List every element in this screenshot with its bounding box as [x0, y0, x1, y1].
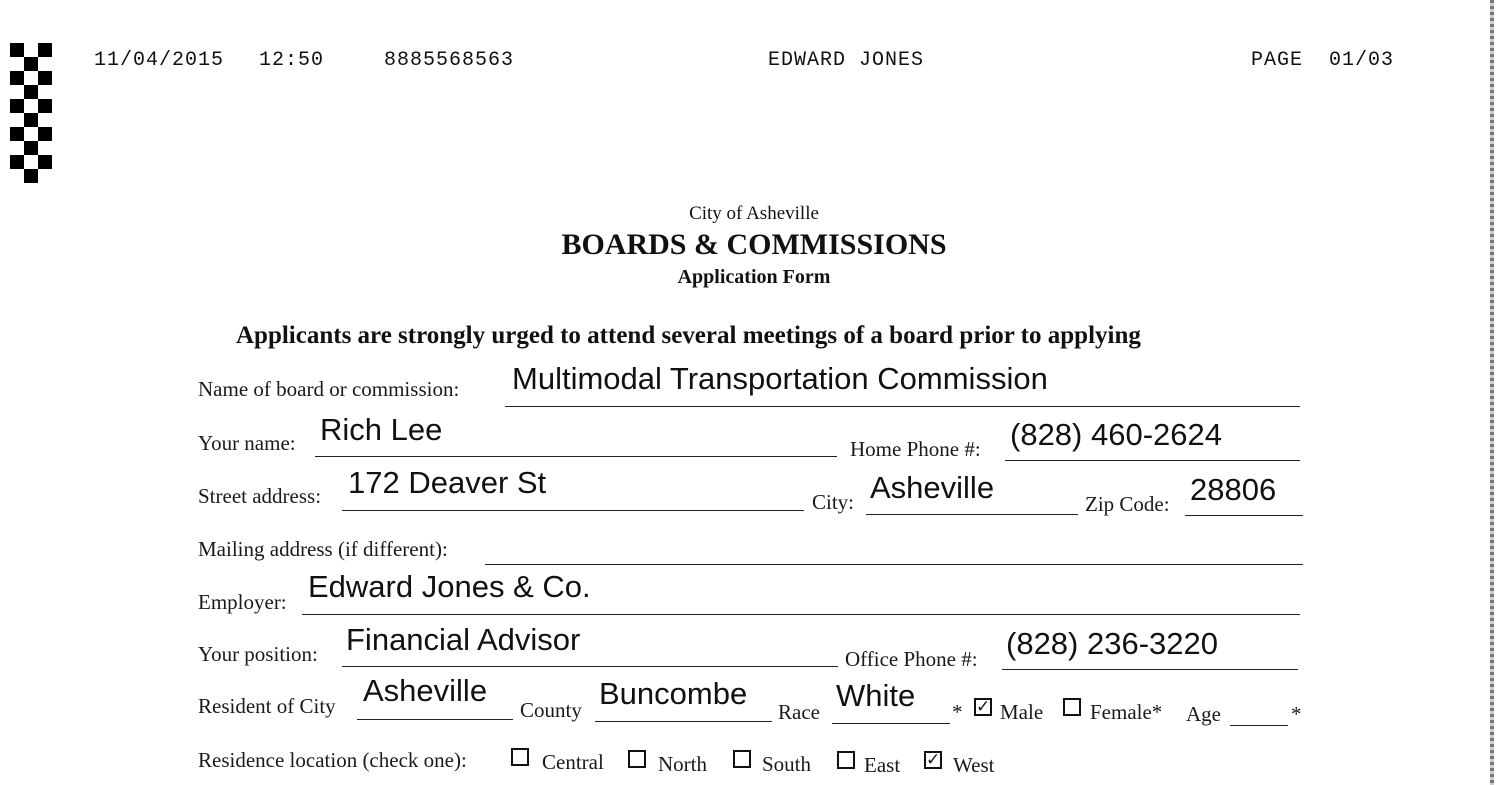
- male-checkbox[interactable]: [974, 698, 992, 716]
- page-edge: [1490, 0, 1494, 785]
- race-asterisk: *: [952, 700, 963, 724]
- fax-time: 12:50: [259, 49, 325, 72]
- city-line: [866, 514, 1078, 515]
- county-line: [595, 721, 772, 722]
- location-north-checkbox[interactable]: [628, 750, 646, 768]
- age-label: Age: [1186, 702, 1221, 726]
- age-asterisk: *: [1291, 702, 1302, 726]
- zip-value[interactable]: 28806: [1190, 472, 1277, 507]
- location-north-label: North: [658, 752, 707, 776]
- position-line: [342, 666, 838, 667]
- board-label: Name of board or commission:: [198, 377, 460, 401]
- mailing-line: [485, 564, 1303, 565]
- location-label: Residence location (check one):: [198, 748, 467, 772]
- age-line: [1230, 725, 1288, 726]
- fax-number: 8885568563: [384, 49, 515, 72]
- board-line: [505, 406, 1300, 407]
- location-south-checkbox[interactable]: [733, 750, 751, 768]
- home-phone-value[interactable]: (828) 460-2624: [1010, 417, 1222, 452]
- location-central-label: Central: [542, 750, 604, 774]
- mailing-label: Mailing address (if different):: [198, 537, 448, 561]
- zip-line: [1185, 515, 1303, 516]
- name-label: Your name:: [198, 431, 296, 455]
- name-value[interactable]: Rich Lee: [320, 412, 443, 447]
- location-west-checkbox[interactable]: [924, 751, 942, 769]
- fax-date: 11/04/2015: [94, 49, 225, 72]
- street-label: Street address:: [198, 484, 322, 508]
- location-west-label: West: [953, 753, 995, 777]
- county-value[interactable]: Buncombe: [599, 676, 748, 711]
- name-line: [315, 456, 837, 457]
- office-phone-label: Office Phone #:: [845, 647, 978, 671]
- zip-label: Zip Code:: [1085, 492, 1170, 516]
- form-city: City of Asheville: [689, 203, 819, 224]
- position-value[interactable]: Financial Advisor: [346, 622, 581, 657]
- office-phone-value[interactable]: (828) 236-3220: [1006, 626, 1218, 661]
- race-value[interactable]: White: [836, 678, 916, 713]
- male-label: Male: [1000, 700, 1044, 724]
- race-label: Race: [778, 700, 820, 724]
- employer-line: [302, 614, 1300, 615]
- form-subtitle: Application Form: [677, 266, 831, 288]
- county-label: County: [520, 698, 582, 722]
- home-phone-label: Home Phone #:: [850, 437, 981, 461]
- fax-page: PAGE 01/03: [1251, 49, 1395, 72]
- city-label: City:: [812, 490, 855, 514]
- position-label: Your position:: [198, 642, 318, 666]
- employer-value[interactable]: Edward Jones & Co.: [308, 569, 591, 604]
- city-value[interactable]: Asheville: [870, 470, 995, 505]
- location-south-label: South: [762, 752, 812, 776]
- west-check-icon: ✓: [926, 750, 941, 770]
- form-title: BOARDS & COMMISSIONS: [561, 228, 947, 261]
- female-checkbox[interactable]: [1063, 698, 1081, 716]
- street-line: [342, 510, 804, 511]
- employer-label: Employer:: [198, 590, 287, 614]
- registration-mark: [10, 43, 52, 183]
- fax-sender: EDWARD JONES: [768, 49, 925, 72]
- street-value[interactable]: 172 Deaver St: [348, 465, 547, 500]
- resident-value[interactable]: Asheville: [363, 673, 488, 708]
- form-notice: Applicants are strongly urged to attend several meetings of a board prior to applying: [236, 322, 1141, 349]
- resident-line: [357, 719, 513, 720]
- male-check-icon: ✓: [976, 697, 991, 717]
- home-phone-line: [1005, 460, 1300, 461]
- female-label: Female*: [1090, 700, 1163, 724]
- office-phone-line: [1002, 669, 1298, 670]
- location-east-label: East: [864, 753, 901, 777]
- race-line: [832, 723, 950, 724]
- board-value[interactable]: Multimodal Transportation Commission: [512, 361, 1048, 396]
- location-central-checkbox[interactable]: [511, 748, 529, 766]
- resident-label: Resident of City: [198, 694, 336, 718]
- location-east-checkbox[interactable]: [837, 751, 855, 769]
